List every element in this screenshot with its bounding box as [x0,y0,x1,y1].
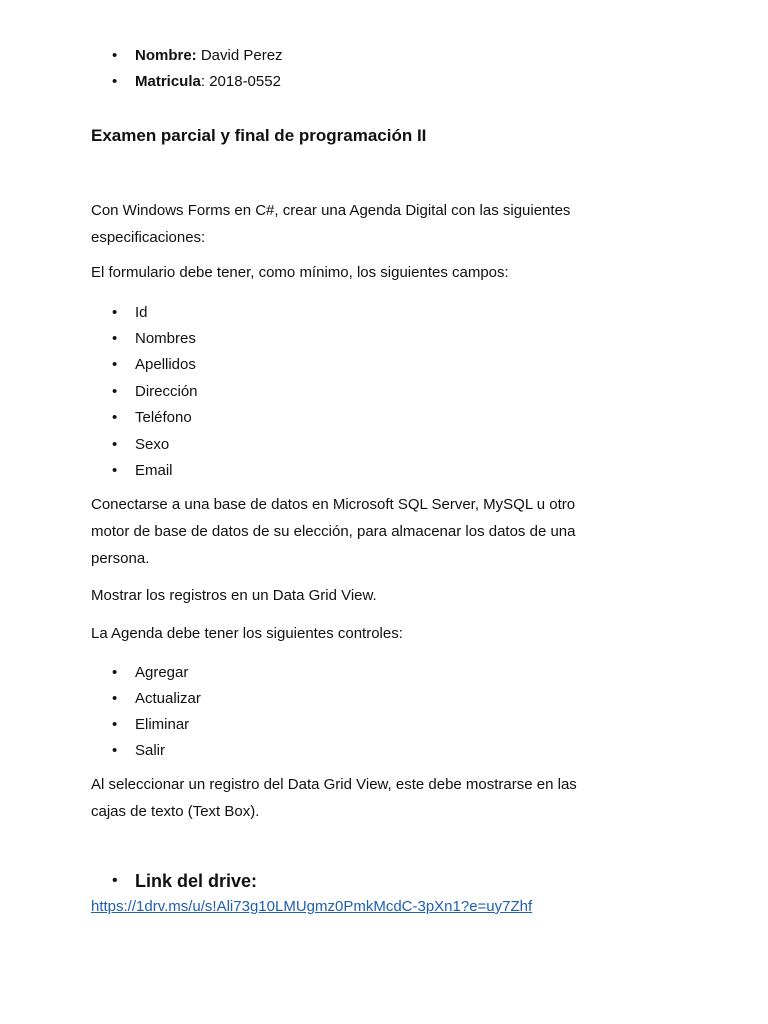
field-item: Nombres [135,330,196,347]
field-item: Sexo [135,436,170,453]
drive-link[interactable]: https://1drv.ms/u/s!Ali73g10LMUgmz0PmkMcdC-3pXn1?e=uy7Zhf [91,898,533,915]
student-id-label: Matricula [135,73,201,90]
bullet-marker: • [112,304,118,321]
bullet-marker: • [112,462,118,479]
control-item: Actualizar [135,690,201,707]
bullet-marker: • [112,330,118,347]
control-item: Salir [135,742,166,759]
bullet-marker: • [112,356,118,373]
bullet-marker: • [112,690,118,707]
field-item: Id [135,304,148,321]
field-item: Apellidos [135,356,196,373]
bullet-marker: • [112,664,118,681]
page-title: Examen parcial y final de programación II [91,126,427,145]
student-name-value: David Perez [196,47,283,64]
selection-paragraph: Al seleccionar un registro del Data Grid View, este debe mostrarse en las cajas de texto (Text Box). [91,776,577,820]
field-item: Dirección [135,383,198,400]
grid-paragraph: Mostrar los registros en un Data Grid View. [91,587,377,604]
bullet-marker: • [112,73,118,90]
control-item: Agregar [135,664,189,681]
bullet-marker: • [112,872,118,889]
bullet-marker: • [112,383,118,400]
student-name-line [135,47,283,65]
fields-intro: El formulario debe tener, como mínimo, los siguientes campos: [91,264,509,281]
field-item: Teléfono [135,409,192,426]
controls-intro: La Agenda debe tener los siguientes controles: [91,625,403,642]
intro-paragraph: Con Windows Forms en C#, crear una Agenda Digital con las siguientes especificaciones: [91,202,571,246]
control-item: Eliminar [135,716,190,733]
bullet-marker: • [112,436,118,453]
bullet-marker: • [112,742,118,759]
student-name-label: Nombre: [135,47,197,64]
field-item: Email [135,462,173,479]
bullet-marker: • [112,47,118,64]
database-paragraph: Conectarse a una base de datos en Microsoft SQL Server, MySQL u otro motor de base de datos de su elección, para almacenar los datos de una persona. [91,496,576,567]
drive-link-label: Link del drive: [135,871,258,891]
bullet-marker: • [112,716,118,733]
bullet-marker: • [112,409,118,426]
student-id-value: : 2018-0552 [200,73,281,90]
student-id-line [135,73,281,91]
